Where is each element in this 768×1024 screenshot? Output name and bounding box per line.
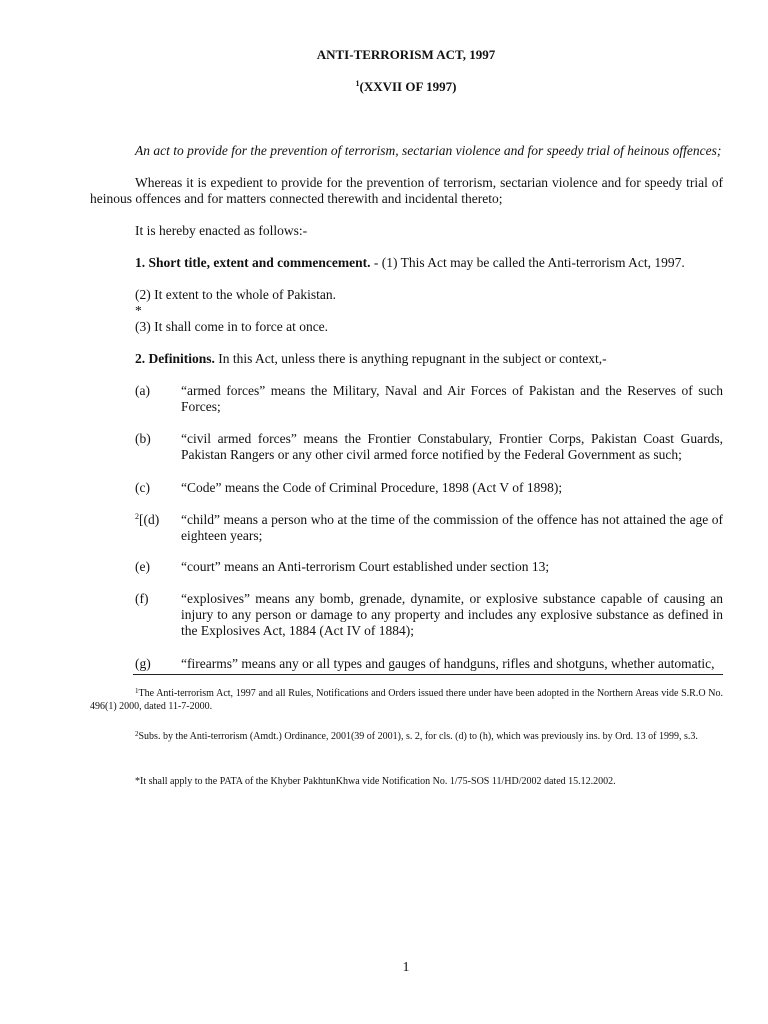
definition-label: (a) (135, 383, 150, 398)
definition-text: “firearms” means any or all types and gauges of handguns, rifles and shotguns, whether automatic, (181, 656, 715, 671)
footnote: $^2$Subs. by the Anti-terrorism (Amdt.) Ordinance, 2001(39 of 2001), s. 2, for cls. (d) to (h), which was previously ins. by Ord. 13 of 1999, s.3. (135, 730, 698, 742)
whereas-paragraph: Whereas it is expedient to provide for the prevention of terrorism, sectarian violence and for speedy trial of heinous offences and for matters connected therewith and incidental thereto; (90, 175, 723, 206)
definition-label: (b) (135, 431, 151, 446)
definition-text: “armed forces” means the Military, Naval and Air Forces of Pakistan and the Reserves of such Forces; (181, 383, 723, 414)
definition-label: $^2$[(d) (135, 512, 160, 527)
enacting-clause: It is hereby enacted as follows:- (135, 223, 308, 238)
definition-label: (f) (135, 591, 149, 606)
footnote: *It shall apply to the PATA of the Khyber PakhtunKhwa vide Notification No. 1/75-SOS 11/HD/2002 dated 15.12.2002. (135, 776, 616, 787)
footnote-marker: * (135, 776, 140, 787)
section-1-heading: 1. Short title, extent and commencement. (135, 255, 371, 270)
footnote-marker: 2 (135, 512, 139, 521)
footnote-marker: 1 (355, 79, 360, 88)
definition-label: (c) (135, 480, 150, 495)
definition-text: “Code” means the Code of Criminal Procedure, 1898 (Act V of 1898); (181, 480, 563, 495)
section-1-text: - (1) This Act may be called the Anti-terrorism Act, 1997. (370, 255, 685, 270)
section-1-commencement (135, 255, 685, 271)
document-title: ANTI-TERRORISM ACT, 1997 (316, 47, 496, 62)
preamble: An act to provide for the prevention of terrorism, sectarian violence and for speedy trial of heinous offences; (135, 143, 722, 158)
section-2-definitions (135, 351, 607, 367)
section-1-subsection-2: (2) It extent to the whole of Pakistan. (135, 287, 336, 302)
definition-label: (e) (135, 559, 150, 574)
section-2-heading: 2. Definitions. (135, 351, 215, 366)
footnote-marker: 2 (135, 730, 139, 738)
section-1-subsection-3: (3) It shall come in to force at once. (135, 319, 329, 334)
definition-text: “civil armed forces” means the Frontier Constabulary, Frontier Corps, Pakistan Coast Guards, Pakistan Rangers or any other civil armed force notified by the Federal Government as such; (181, 431, 723, 462)
document-subtitle: $^1$(XXVII OF 1997) (355, 79, 457, 94)
asterisk-marker: * (135, 303, 142, 318)
definition-text: “court” means an Anti-terrorism Court established under section 13; (181, 559, 550, 574)
footnote-separator (133, 674, 723, 675)
section-2-text: In this Act, unless there is anything repugnant in the subject or context,- (214, 351, 607, 366)
footnote: $^1$The Anti-terrorism Act, 1997 and all Rules, Notifications and Orders issued there under have been adopted in the Northern Areas vide S.R.O No. 496(1) 2000, dated 11-7-2000. (90, 687, 723, 712)
footnote-marker: 1 (135, 687, 139, 695)
definition-text: “explosives” means any bomb, grenade, dynamite, or explosive substance capable of causing an injury to any person or damage to any property and includes any explosive substance as defined in the Explosives Act, 1884 (Act IV of 1884); (181, 591, 723, 638)
definition-label: (g) (135, 656, 151, 671)
page-number: 1 (402, 960, 410, 975)
definition-text: “child” means a person who at the time of the commission of the offence has not attained the age of eighteen years; (181, 512, 723, 543)
